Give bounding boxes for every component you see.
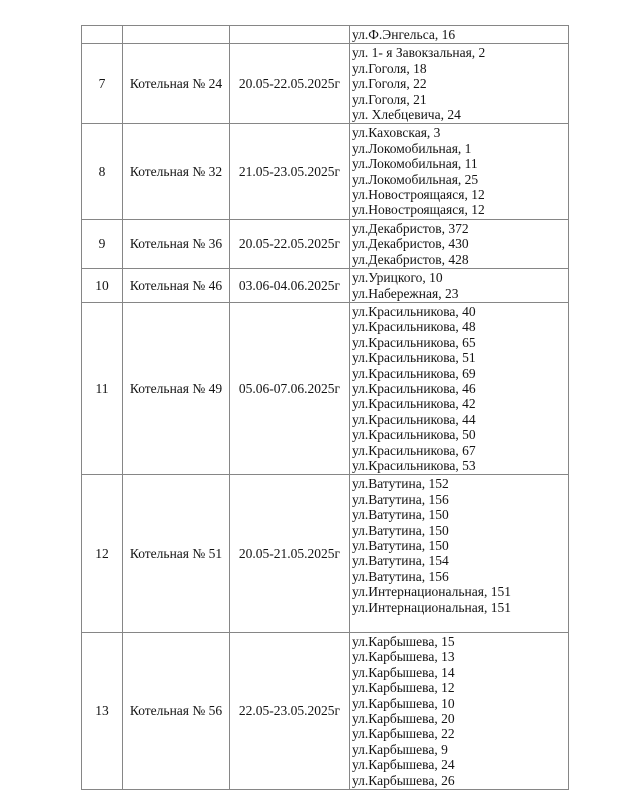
row-number-cell: 9 <box>82 219 123 268</box>
address-line: ул. Хлебцевича, 24 <box>352 107 461 123</box>
boiler-name-cell: Котельная № 36 <box>123 219 230 268</box>
address-line: ул.Интернациональная, 151 <box>352 599 511 615</box>
address-line: ул.Карбышева, 26 <box>352 772 455 788</box>
address-line: ул.Ватутина, 156 <box>352 491 449 507</box>
address-line: ул.Гоголя, 18 <box>352 60 427 76</box>
address-line: ул.Локомобильная, 25 <box>352 171 479 187</box>
address-line: ул.Красильникова, 48 <box>352 319 476 335</box>
address-line: ул.Локомобильная, 1 <box>352 140 472 156</box>
address-line: ул.Ватутина, 156 <box>352 568 449 584</box>
boiler-name-cell: Котельная № 32 <box>123 124 230 219</box>
address-line: ул.Ватутина, 150 <box>352 522 449 538</box>
address-line: ул.Карбышева, 9 <box>352 741 448 757</box>
address-line: ул.Красильникова, 69 <box>352 365 476 381</box>
address-line: ул.Карбышева, 15 <box>352 634 455 650</box>
addresses-cell <box>350 302 569 474</box>
address-line: ул.Карбышева, 20 <box>352 711 455 727</box>
address-line: ул.Красильникова, 67 <box>352 442 476 458</box>
addresses-cell <box>350 633 569 790</box>
dates-cell <box>230 26 350 44</box>
address-line: ул.Новостроящаяся, 12 <box>352 187 485 203</box>
address-line: ул.Красильникова, 53 <box>352 457 476 473</box>
address-line: ул.Карбышева, 13 <box>352 649 455 665</box>
addresses-cell <box>350 219 569 268</box>
address-line: ул.Ватутина, 154 <box>352 553 449 569</box>
boiler-name-cell: Котельная № 51 <box>123 475 230 633</box>
addresses-cell <box>350 269 569 303</box>
dates-cell: 21.05-23.05.2025г <box>230 124 350 219</box>
row-number-cell: 11 <box>82 302 123 474</box>
addresses-cell <box>350 475 569 633</box>
address-line: ул.Карбышева, 12 <box>352 680 455 696</box>
address-line: ул.Ватутина, 150 <box>352 507 449 523</box>
address-line: ул. 1- я Завокзальная, 2 <box>352 45 486 61</box>
address-line: ул.Красильникова, 51 <box>352 350 476 366</box>
address-line: ул.Ф.Энгельса, 16 <box>352 27 456 42</box>
boiler-name-cell: Котельная № 46 <box>123 269 230 303</box>
table-row <box>82 269 569 303</box>
addresses-cell <box>350 26 569 44</box>
boiler-schedule-table <box>81 25 569 790</box>
address-line: ул.Карбышева, 14 <box>352 664 455 680</box>
address-line: ул.Урицкого, 10 <box>352 270 443 286</box>
schedule-table-body <box>82 26 569 790</box>
dates-cell: 03.06-04.06.2025г <box>230 269 350 303</box>
addresses-cell <box>350 44 569 124</box>
row-number-cell: 8 <box>82 124 123 219</box>
dates-cell: 20.05-22.05.2025г <box>230 44 350 124</box>
address-line: ул.Ватутина, 152 <box>352 476 449 492</box>
boiler-name-cell <box>123 26 230 44</box>
address-line: ул.Красильникова, 42 <box>352 396 476 412</box>
dates-cell: 20.05-21.05.2025г <box>230 475 350 633</box>
address-line: ул.Красильникова, 50 <box>352 427 476 443</box>
address-line: ул.Декабристов, 372 <box>352 220 469 236</box>
addresses-cell <box>350 124 569 219</box>
dates-cell: 22.05-23.05.2025г <box>230 633 350 790</box>
address-line: ул.Локомобильная, 11 <box>352 156 478 172</box>
table-row <box>82 124 569 219</box>
address-line: ул.Красильникова, 40 <box>352 303 476 319</box>
boiler-name-cell: Котельная № 56 <box>123 633 230 790</box>
address-line: ул.Карбышева, 22 <box>352 726 455 742</box>
table-row <box>82 44 569 124</box>
address-line: ул.Гоголя, 22 <box>352 76 427 92</box>
address-line: ул.Гоголя, 21 <box>352 91 427 107</box>
table-row <box>82 302 569 474</box>
address-line: ул.Каховская, 3 <box>352 125 441 141</box>
table-row <box>82 633 569 790</box>
boiler-name-cell: Котельная № 49 <box>123 302 230 474</box>
row-number-cell: 7 <box>82 44 123 124</box>
address-line: ул.Ватутина, 150 <box>352 538 449 553</box>
address-line: ул.Декабристов, 428 <box>352 251 469 267</box>
row-number-cell <box>82 26 123 44</box>
address-line: ул.Карбышева, 10 <box>352 695 455 711</box>
address-line: ул.Интернациональная, 151 <box>352 584 511 600</box>
table-row <box>82 475 569 633</box>
address-line: ул.Новостроящаяся, 12 <box>352 202 485 218</box>
row-number-cell: 12 <box>82 475 123 633</box>
address-line: ул.Карбышева, 24 <box>352 757 455 773</box>
table-row <box>82 26 569 44</box>
dates-cell: 20.05-22.05.2025г <box>230 219 350 268</box>
address-line: ул.Декабристов, 430 <box>352 236 469 252</box>
table-row <box>82 219 569 268</box>
row-number-cell: 10 <box>82 269 123 303</box>
dates-cell: 05.06-07.06.2025г <box>230 302 350 474</box>
row-number-cell: 13 <box>82 633 123 790</box>
boiler-name-cell: Котельная № 24 <box>123 44 230 124</box>
address-line: ул.Красильникова, 65 <box>352 334 476 350</box>
address-line: ул.Красильникова, 44 <box>352 411 476 427</box>
address-line: ул.Набережная, 23 <box>352 285 459 301</box>
address-line: ул.Красильникова, 46 <box>352 380 476 396</box>
